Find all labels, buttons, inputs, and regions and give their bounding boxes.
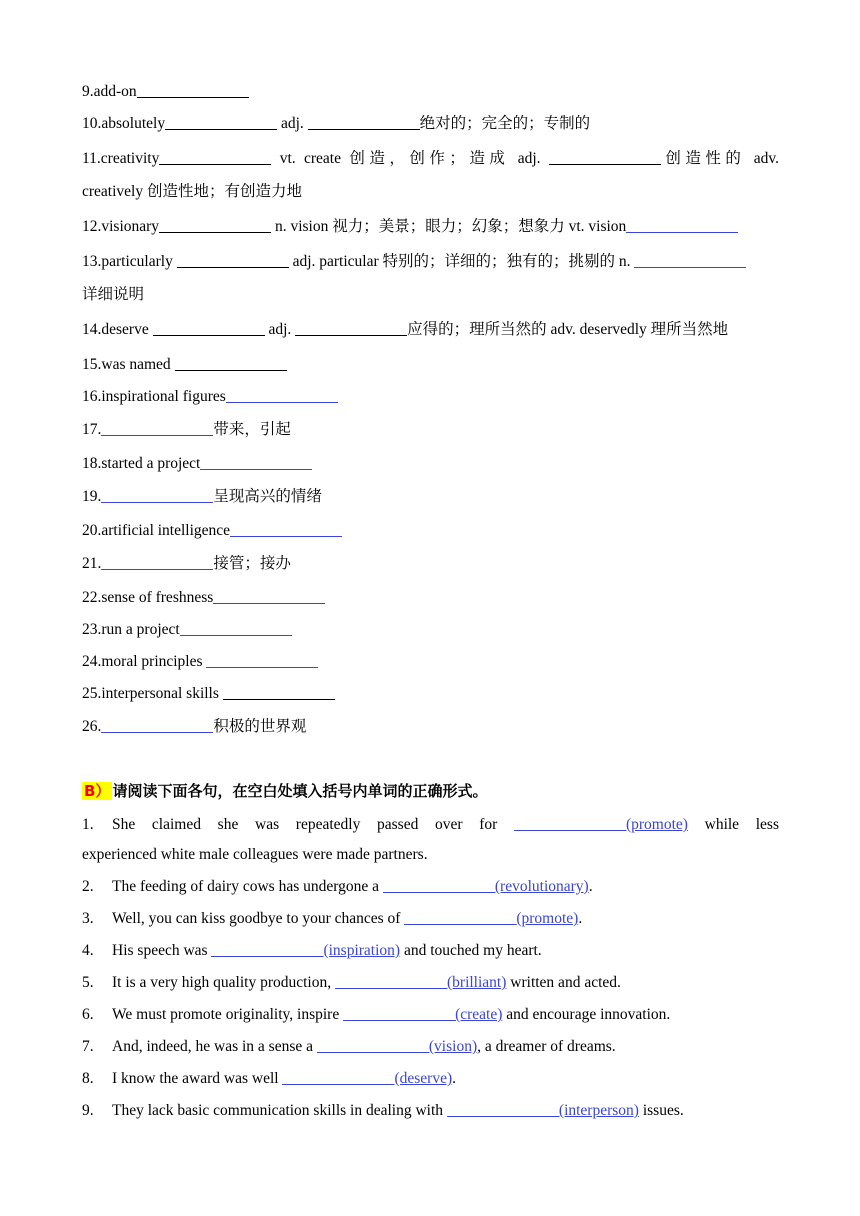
answer-blank[interactable]	[159, 217, 271, 233]
answer-blank[interactable]	[101, 554, 213, 570]
answer-blank[interactable]	[514, 815, 626, 831]
section-b-heading	[82, 781, 779, 801]
vocab-item-24: 24.moral principles	[82, 650, 779, 672]
question-3: 3. Well, you can kiss goodbye to your chances of (promote).	[82, 910, 583, 927]
question-9: 9. They lack basic communication skills in dealing with (interperson) issues.	[82, 1102, 684, 1119]
question-6: 6. We must promote originality, inspire (create) and encourage innovation.	[82, 1006, 671, 1023]
question-8: 8. I know the award was well (deserve).	[82, 1070, 456, 1087]
answer-blank[interactable]	[549, 149, 661, 165]
answer-blank[interactable]	[335, 973, 447, 989]
vocab-item-9: 9.add-on	[82, 80, 779, 100]
vocab-item-17: 17. 带来，引起	[82, 421, 291, 438]
answer-blank[interactable]	[317, 1037, 429, 1053]
vocab-item-19: 19. 呈现高兴的情绪	[82, 488, 322, 505]
answer-blank[interactable]	[226, 387, 338, 403]
answer-blank[interactable]	[101, 420, 213, 436]
answer-blank[interactable]	[282, 1069, 394, 1085]
vocab-item-22: 22.sense of freshness	[82, 586, 779, 608]
vocab-item-16: 16.inspirational figures	[82, 385, 779, 407]
answer-blank[interactable]	[177, 252, 289, 268]
answer-blank[interactable]	[137, 82, 249, 98]
question-2: 2. The feeding of dairy cows has undergone a (revolutionary).	[82, 878, 593, 895]
answer-blank[interactable]	[404, 909, 516, 925]
vocab-item-14: 14.deserve adj. 应得的；理所当然的 adv. deservedly 理所当然地	[82, 321, 729, 338]
answer-blank[interactable]	[153, 320, 265, 336]
question-5: 5. It is a very high quality production, (brilliant) written and acted.	[82, 974, 621, 991]
vocab-list	[82, 80, 779, 737]
section-b-title: 请阅读下面各句，在空白处填入括号内单词的正确形式。	[112, 782, 488, 800]
answer-blank[interactable]	[165, 114, 277, 130]
vocab-item-20: 20.artificial intelligence	[82, 519, 779, 541]
answer-blank[interactable]	[295, 320, 407, 336]
vocab-item-12: 12.visionary n. vision 视力；美景；眼力；幻象；想象力 vt. vision	[82, 215, 779, 237]
vocab-item-13-cont: 详细说明	[82, 286, 145, 303]
answer-blank[interactable]	[213, 588, 325, 604]
question-4: 4. His speech was (inspiration) and touched my heart.	[82, 942, 542, 959]
vocab-item-26: 26. 积极的世界观	[82, 718, 307, 735]
vocab-item-10: 10.absolutely adj. 绝对的；完全的；专制的	[82, 115, 591, 132]
answer-blank[interactable]	[626, 217, 738, 233]
answer-blank[interactable]	[200, 454, 312, 470]
answer-blank[interactable]	[230, 521, 342, 537]
answer-blank[interactable]	[308, 114, 420, 130]
answer-blank[interactable]	[159, 149, 271, 165]
vocab-item-11-cont: creatively 创造性地；有创造力地	[82, 183, 302, 200]
vocab-item-18: 18.started a project	[82, 452, 779, 474]
vocab-item-21: 21. 接管；接办	[82, 555, 291, 572]
answer-blank[interactable]	[211, 941, 323, 957]
answer-blank[interactable]	[206, 652, 318, 668]
answer-blank[interactable]	[447, 1101, 559, 1117]
answer-blank[interactable]	[343, 1005, 455, 1021]
worksheet-page	[82, 80, 779, 1121]
question-1-cont: experienced white male colleagues were made partners.	[82, 846, 428, 863]
answer-blank[interactable]	[180, 620, 292, 636]
question-7: 7. And, indeed, he was in a sense a (vision), a dreamer of dreams.	[82, 1038, 616, 1055]
question-list	[82, 813, 779, 1121]
answer-blank[interactable]	[383, 877, 495, 893]
section-b-label: B）	[84, 782, 111, 800]
question-1: 1. She claimed she was repeatedly passed over for (promote) while less	[82, 816, 779, 833]
vocab-item-11: 11.creativity vt. create 创造，创作；造成 adj. 创造性的 adv.	[82, 150, 779, 167]
answer-blank[interactable]	[223, 684, 335, 700]
vocab-item-25: 25.interpersonal skills	[82, 682, 779, 704]
answer-blank[interactable]	[175, 355, 287, 371]
answer-blank[interactable]	[634, 252, 746, 268]
answer-blank[interactable]	[101, 717, 213, 733]
answer-blank[interactable]	[101, 487, 213, 503]
vocab-item-13: 13.particularly adj. particular 特别的；详细的；独有的；挑剔的 n.	[82, 250, 779, 272]
vocab-item-23: 23.run a project	[82, 618, 779, 640]
vocab-item-15: 15.was named	[82, 353, 779, 375]
